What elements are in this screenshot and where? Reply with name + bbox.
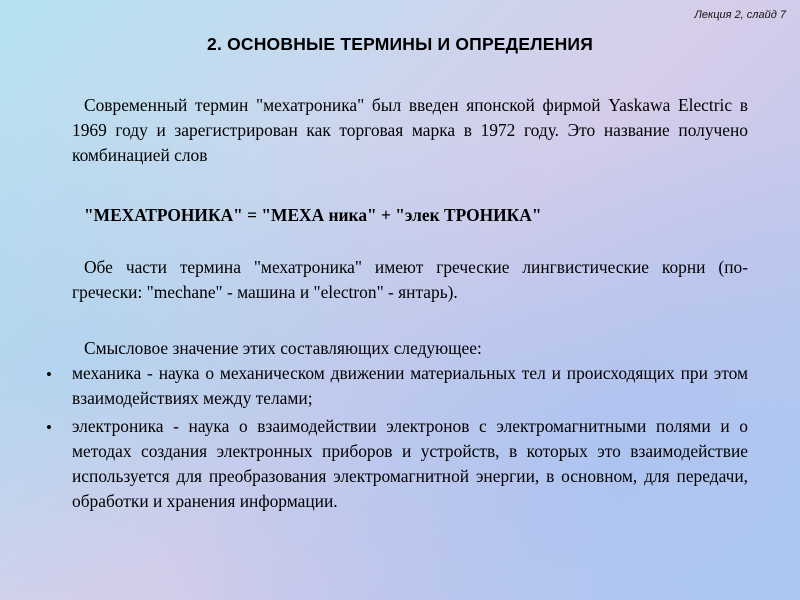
slide-caption: Лекция 2, слайд 7 xyxy=(694,9,786,21)
bullet-item-mechanics: механика - наука о механическом движении материальных тел и происходящих при этом взаимодействиях между телами; xyxy=(72,363,748,408)
slide-title: 2. ОСНОВНЫЕ ТЕРМИНЫ И ОПРЕДЕЛЕНИЯ xyxy=(207,34,593,54)
formula-line: "МЕХАТРОНИКА" = "МЕХА ника" + "элек ТРОНИКА" xyxy=(84,205,542,225)
bullet-item-electronics: электроника - наука о взаимодействии электронов с электромагнитными полями и о методах создания электронных приборов и устройств, в которых это взаимодействие используется для преобразования электромагнитной энергии, в основном, для передачи, обработки и хранения информации. xyxy=(72,416,748,511)
paragraph-greek-roots: Обе части термина "мехатроника" имеют греческие лингвистические корни (по-гречески: "mechane" - машина и "electron" - янтарь). xyxy=(72,257,748,302)
bullet-marker: • xyxy=(46,365,52,384)
paragraph-intro: Современный термин "мехатроника" был введен японской фирмой Yaskawa Electric в 1969 году и зарегистрирован как торговая марка в 1972 году. Это название получено комбинацией слов xyxy=(72,95,748,165)
paragraph-meaning: Смысловое значение этих составляющих следующее: xyxy=(84,338,482,358)
bullet-marker: • xyxy=(46,418,52,437)
